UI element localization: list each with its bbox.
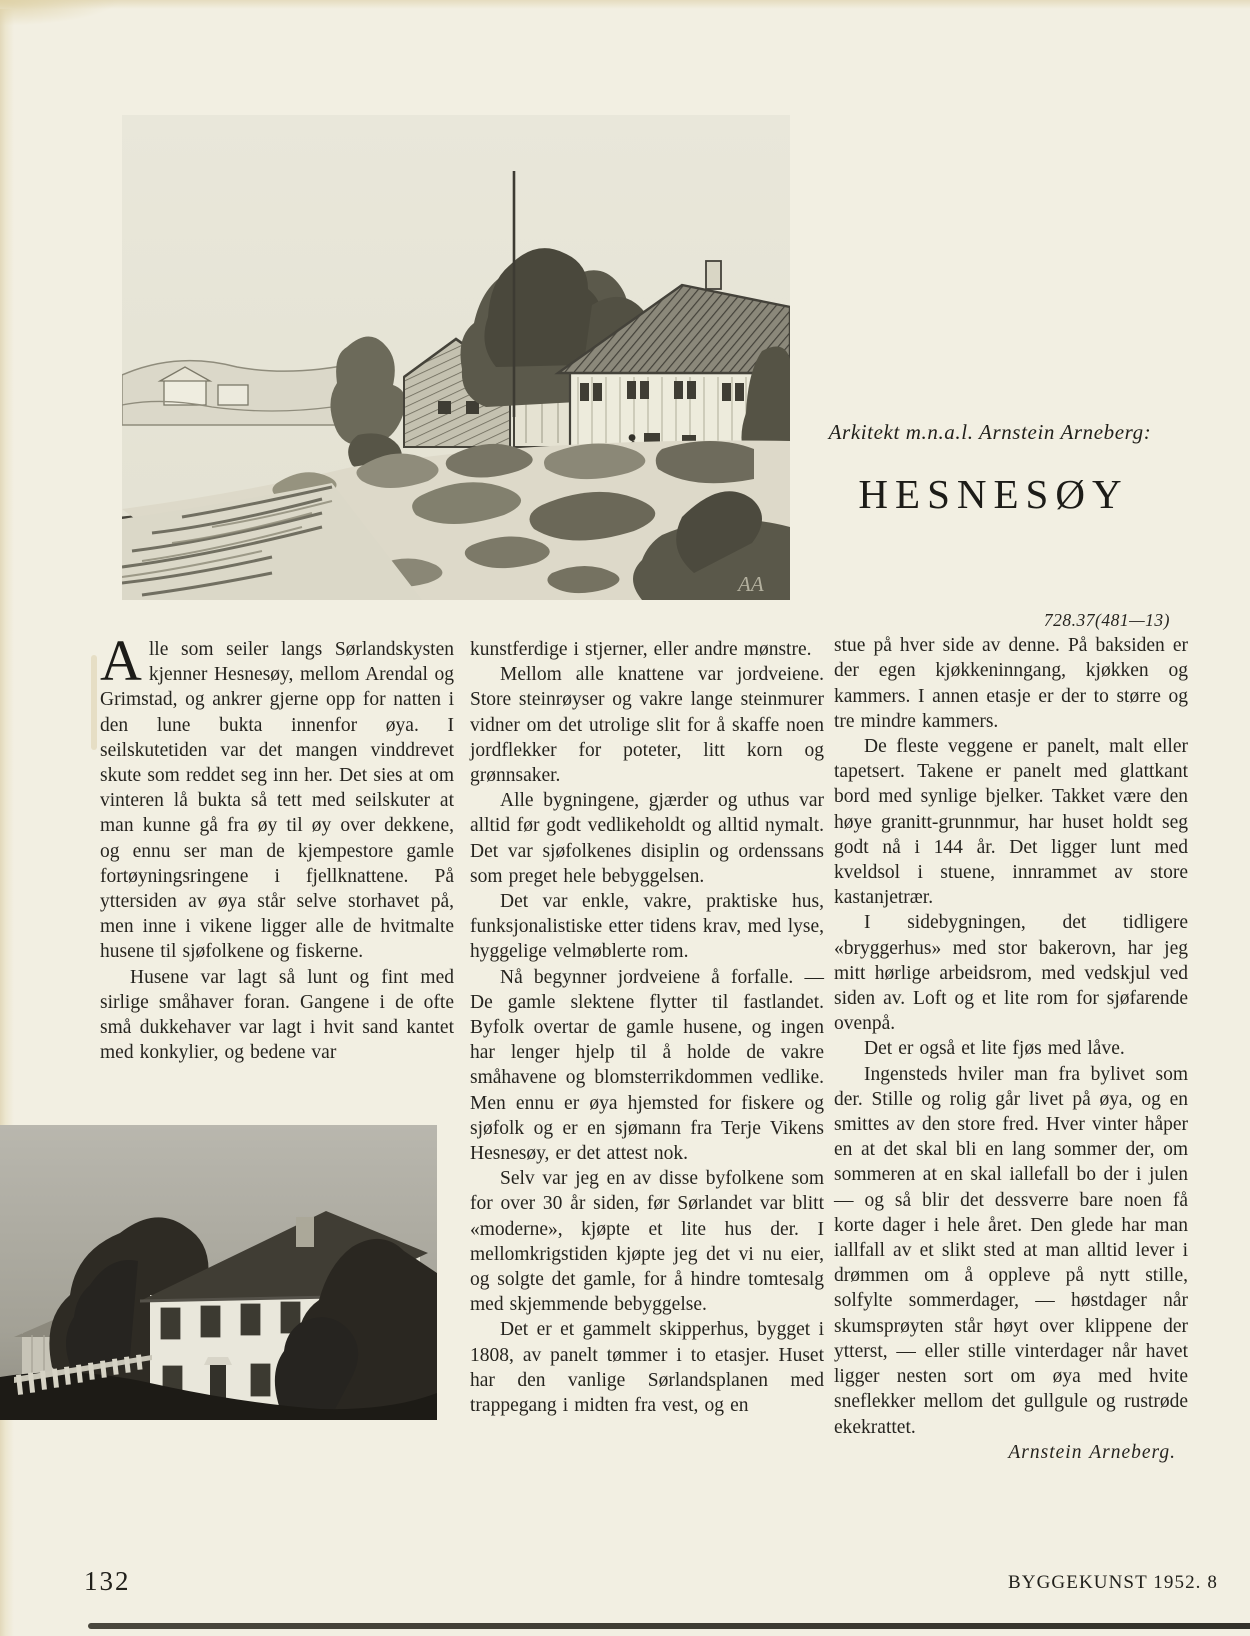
article-paragraph: Det er et gammelt skipperhus, bygget i 1808, av panelt tømmer i to etasjer. Huset har den vanlige Sørlandsplanen med trappegang i midten fra vest, og en	[470, 1319, 824, 1417]
house-photo-svg	[0, 1125, 437, 1420]
drop-cap: A	[100, 628, 142, 693]
page-bottom-scan-edge	[88, 1623, 1250, 1629]
scan-corner-stain	[0, 0, 120, 26]
article-paragraph: Ingensteds hviler man fra bylivet som der. Stille og rolig går livet på øya, og en smittes av den store fred. Hver vinter håper en at det skal bli en lang sommer der, om sommeren at en skal iallefall bo der i julen — og så blir det dessverre bare noen få korte dager i hele året. Den glede har man iallfall av et slikt sted at man alltid lever i drømmen om å oppleve på nytt stille, solfylte sommerdager, — høstdager når skumsprøyten står høyt over klippene der ytterst, — eller stille vinterdager når havet ligger nesten sort om øya med hvite sneflekker mellom det gullgule og rustrøde ekekrattet.	[834, 1063, 1188, 1438]
harbour-drawing	[122, 115, 790, 600]
article-title: HESNESØY	[858, 471, 1129, 517]
author-signature: Arnstein Arneberg.	[1008, 1441, 1176, 1463]
article-byline: Arkitekt m.n.a.l. Arnstein Arneberg:	[828, 420, 1152, 444]
article-paragraph: stue på hver side av denne. På baksiden er der egen kjøkkeninngang, kjøkken og kammers. I annen etasje er der to større og tre mindre kammers.	[834, 635, 1188, 732]
scan-smudge	[91, 655, 97, 750]
article-paragraph: Det er også et lite fjøs med låve.	[864, 1038, 1125, 1060]
paragraph-text: lle som seiler langs Sørlandskysten kjenner Hesnesøy, mellom Arendal og Grimstad, og ankrer gjerne opp for natten i den lune bukta innenfor øya. I seilskutetiden var det mangen vinddrevet skute som reddet seg inn her. Det sies at om vinteren lå bukta så tett med seilskuter at man kunne gå fra øy til øy over dekkene, og ennu ser man de kjempestore gamle fortøyningsringene i fjellknattene. På yttersiden av øya står selve storhavet på, men inne i vikene ligger alle de hvitmalte husene til sjøfolkene og fiskerne.	[100, 639, 454, 963]
artist-signature: AA	[738, 572, 764, 596]
article-paragraph: Nå begynner jordveiene å forfalle. — De gamle slektene flytter til fastlandet. Byfolk overtar de gamle husene, og ingen har lenger hjelp til å holde de vakre småhavene og blomsterrikdommen vedlike. Men ennu er øya hjemsted for fiskere og sjøfolk og er en sjømann fra Terje Vikens Hesnesøy, er det attest nok.	[470, 966, 824, 1165]
article-paragraph: I sidebygningen, det tidligere «bryggerhus» med stor bakerovn, har jeg mitt hørlige arbeidsrom, med vedskjul ved siden av. Loft og et lite rom for sjøfarende ovenpå.	[834, 912, 1188, 1035]
article-paragraph: Alle bygningene, gjærder og uthus var alltid før godt vedlikeholdt og alltid nymalt. Det var sjøfolkenes disiplin og ordenssans som preget hele bebyggelsen.	[470, 790, 824, 887]
harbour-drawing-svg	[122, 115, 790, 600]
text-column-1	[100, 628, 454, 1065]
udc-classification-number: 728.37(481—13)	[1043, 610, 1170, 630]
article-paragraph: Det var enkle, vakre, praktiske hus, funksjonalistiske etter tidens krav, med lyse, hyggelige velmøblerte rom.	[470, 891, 824, 963]
article-paragraph	[100, 628, 454, 965]
article-header	[812, 420, 1168, 545]
article-paragraph: Husene var lagt så lunt og fint med sirlige småhaver foran. Gangene i de ofte små dukkehaver var lagt i hvit sand kantet med konkylier, og bedene var	[100, 966, 454, 1064]
journal-imprint: BYGGEKUNST 1952. 8	[1008, 1572, 1218, 1593]
scan-edge-top	[0, 0, 1250, 9]
text-column-3	[834, 608, 1188, 1465]
door-canopy	[204, 1357, 232, 1365]
page-number: 132	[84, 1566, 131, 1596]
article-paragraph: Selv var jeg en av disse byfolkene som for over 30 år siden, før Sørlandet var blitt «moderne», kjøpte et lite hus der. I mellomkrigstiden kjøpte jeg det vi nu eier, og solgte det gamle, for å hindre tomtesalg med skjemmende bebyggelse.	[470, 1168, 824, 1316]
house-photo	[0, 1125, 437, 1420]
article-paragraph: kunstferdige i stjerner, eller andre mønstre.	[470, 639, 812, 660]
article-paragraph: Mellom alle knattene var jordveiene. Store steinrøyser og vakre lange steinmurer vidner om det utrolige slit for å skaffe noen jordflekker for poteter, litt korn og grønnsaker.	[470, 664, 824, 787]
text-column-2	[470, 637, 824, 1418]
article-paragraph: De fleste veggene er panelt, malt eller tapetsert. Takene er panelt med glattkant bord med synlige bjelker. Takket være den høye granitt-grunnmur, har huset holdt seg godt nå i 144 år. Det ligger lunt med kveldsol i stuene, innrammet av store kastanjetrær.	[834, 736, 1188, 909]
